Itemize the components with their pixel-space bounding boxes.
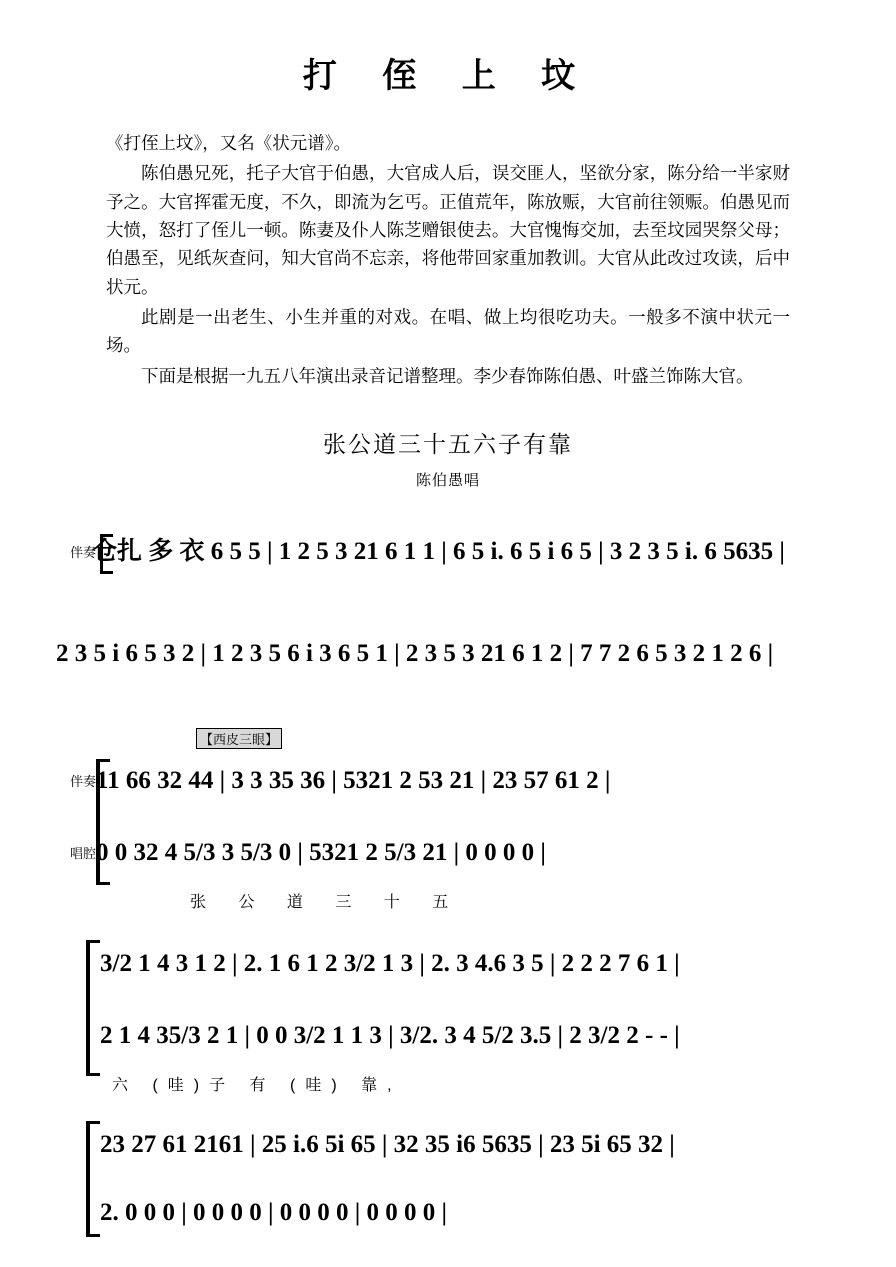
singer-label: 陈伯愚唱 bbox=[415, 473, 480, 490]
score-system-2 bbox=[0, 626, 896, 680]
score-notes-3-accomp: 11 66 32 44 | 3 3 35 36 | 5321 2 53 21 | 23 57 61 2 | bbox=[96, 766, 611, 794]
score-system-5-group bbox=[0, 1117, 896, 1239]
score-notes-4-upper: 3/2 1 4 3 1 2 | 2. 1 6 1 2 3/2 1 3 | 2. 3 4.6 3 5 | 2 2 2 7 6 1 | bbox=[100, 949, 680, 977]
music-score bbox=[0, 524, 896, 1239]
score-system-3-accomp bbox=[0, 753, 896, 807]
intro-paragraph-2: 陈伯愚兄死，托子大官于伯愚，大官成人后，误交匪人，坚欲分家，陈分给一半家财予之。大官挥霍无度，不久，即流为乞丐。正值荒年，陈放赈，大官前往领赈。伯愚见而大愤，怒打了侄儿一顿。陈妻及仆人陈芝赠银使去。大官愧悔交加，去至坟园哭祭父母；伯愚至，见纸灰查问，知大官尚不忘亲，将他带回家重加教训。大官从此改过攻读，后中状元。 bbox=[106, 163, 790, 297]
score-notes-5-lower: 2. 0 0 0 | 0 0 0 0 | 0 0 0 0 | 0 0 0 0 | bbox=[100, 1198, 448, 1226]
tempo-marking: 【西皮三眼】 bbox=[196, 728, 282, 749]
part-label-accompaniment-1: 伴奏 bbox=[69, 544, 96, 560]
score-notes-1: 仓扎 多 衣 6 5 5 | 1 2 5 3 21 6 1 1 | 6 5 i. 6 5 i 6 5 | 3 2 3 5 i. 6 5635 | bbox=[92, 537, 785, 565]
tempo-marking-wrap bbox=[196, 728, 896, 749]
score-system-3-vocal bbox=[0, 825, 896, 879]
score-system-4-lower bbox=[0, 1008, 896, 1062]
score-lyrics-4: 六 (哇)子 有 (哇) 靠, bbox=[112, 1077, 402, 1095]
song-title: 张公道三十五六子有靠 bbox=[323, 432, 573, 458]
score-system-1 bbox=[0, 524, 896, 578]
score-system-4-upper bbox=[0, 936, 896, 990]
score-notes-3-vocal: 0 0 32 4 5/3 3 5/3 0 | 5321 2 5/3 21 | 0 0 0 0 | bbox=[96, 838, 546, 866]
part-label-vocal-1: 唱腔 bbox=[69, 845, 96, 861]
sheet-music-page bbox=[0, 48, 896, 1267]
score-system-4-group bbox=[0, 936, 896, 1101]
intro-paragraph-1: 《打侄上坟》，又名《状元谱》。 bbox=[106, 133, 351, 153]
score-notes-5-upper: 23 27 61 2161 | 25 i.6 5i 65 | 32 35 i6 5635 | 23 5i 65 32 | bbox=[100, 1130, 675, 1158]
intro-paragraph-3: 此剧是一出老生、小生并重的对戏。在唱、做上均很吃功夫。一般多不演中状元一场。 bbox=[106, 307, 790, 356]
score-notes-2: 2 3 5 i 6 5 3 2 | 1 2 3 5 6 i 3 6 5 1 | 2 3 5 3 21 6 1 2 | 7 7 2 6 5 3 2 1 2 6 | bbox=[56, 639, 774, 667]
score-system-5-lower bbox=[0, 1185, 896, 1239]
score-lyrics-3: 张 公 道 三 十 五 bbox=[190, 894, 463, 912]
intro-paragraph-4: 下面是根据一九五八年演出录音记谱整理。李少春饰陈伯愚、叶盛兰饰陈大官。 bbox=[141, 365, 754, 386]
score-system-5-upper bbox=[0, 1117, 896, 1171]
score-system-3-group bbox=[0, 753, 896, 918]
page-title: 打 侄 上 坟 bbox=[302, 57, 594, 95]
intro-text bbox=[106, 129, 790, 390]
score-notes-4-lower: 2 1 4 35/3 2 1 | 0 0 3/2 1 1 3 | 3/2. 3 4 5/2 3.5 | 2 3/2 2 - - | bbox=[100, 1021, 680, 1049]
part-label-accompaniment-2: 伴奏 bbox=[69, 773, 96, 789]
